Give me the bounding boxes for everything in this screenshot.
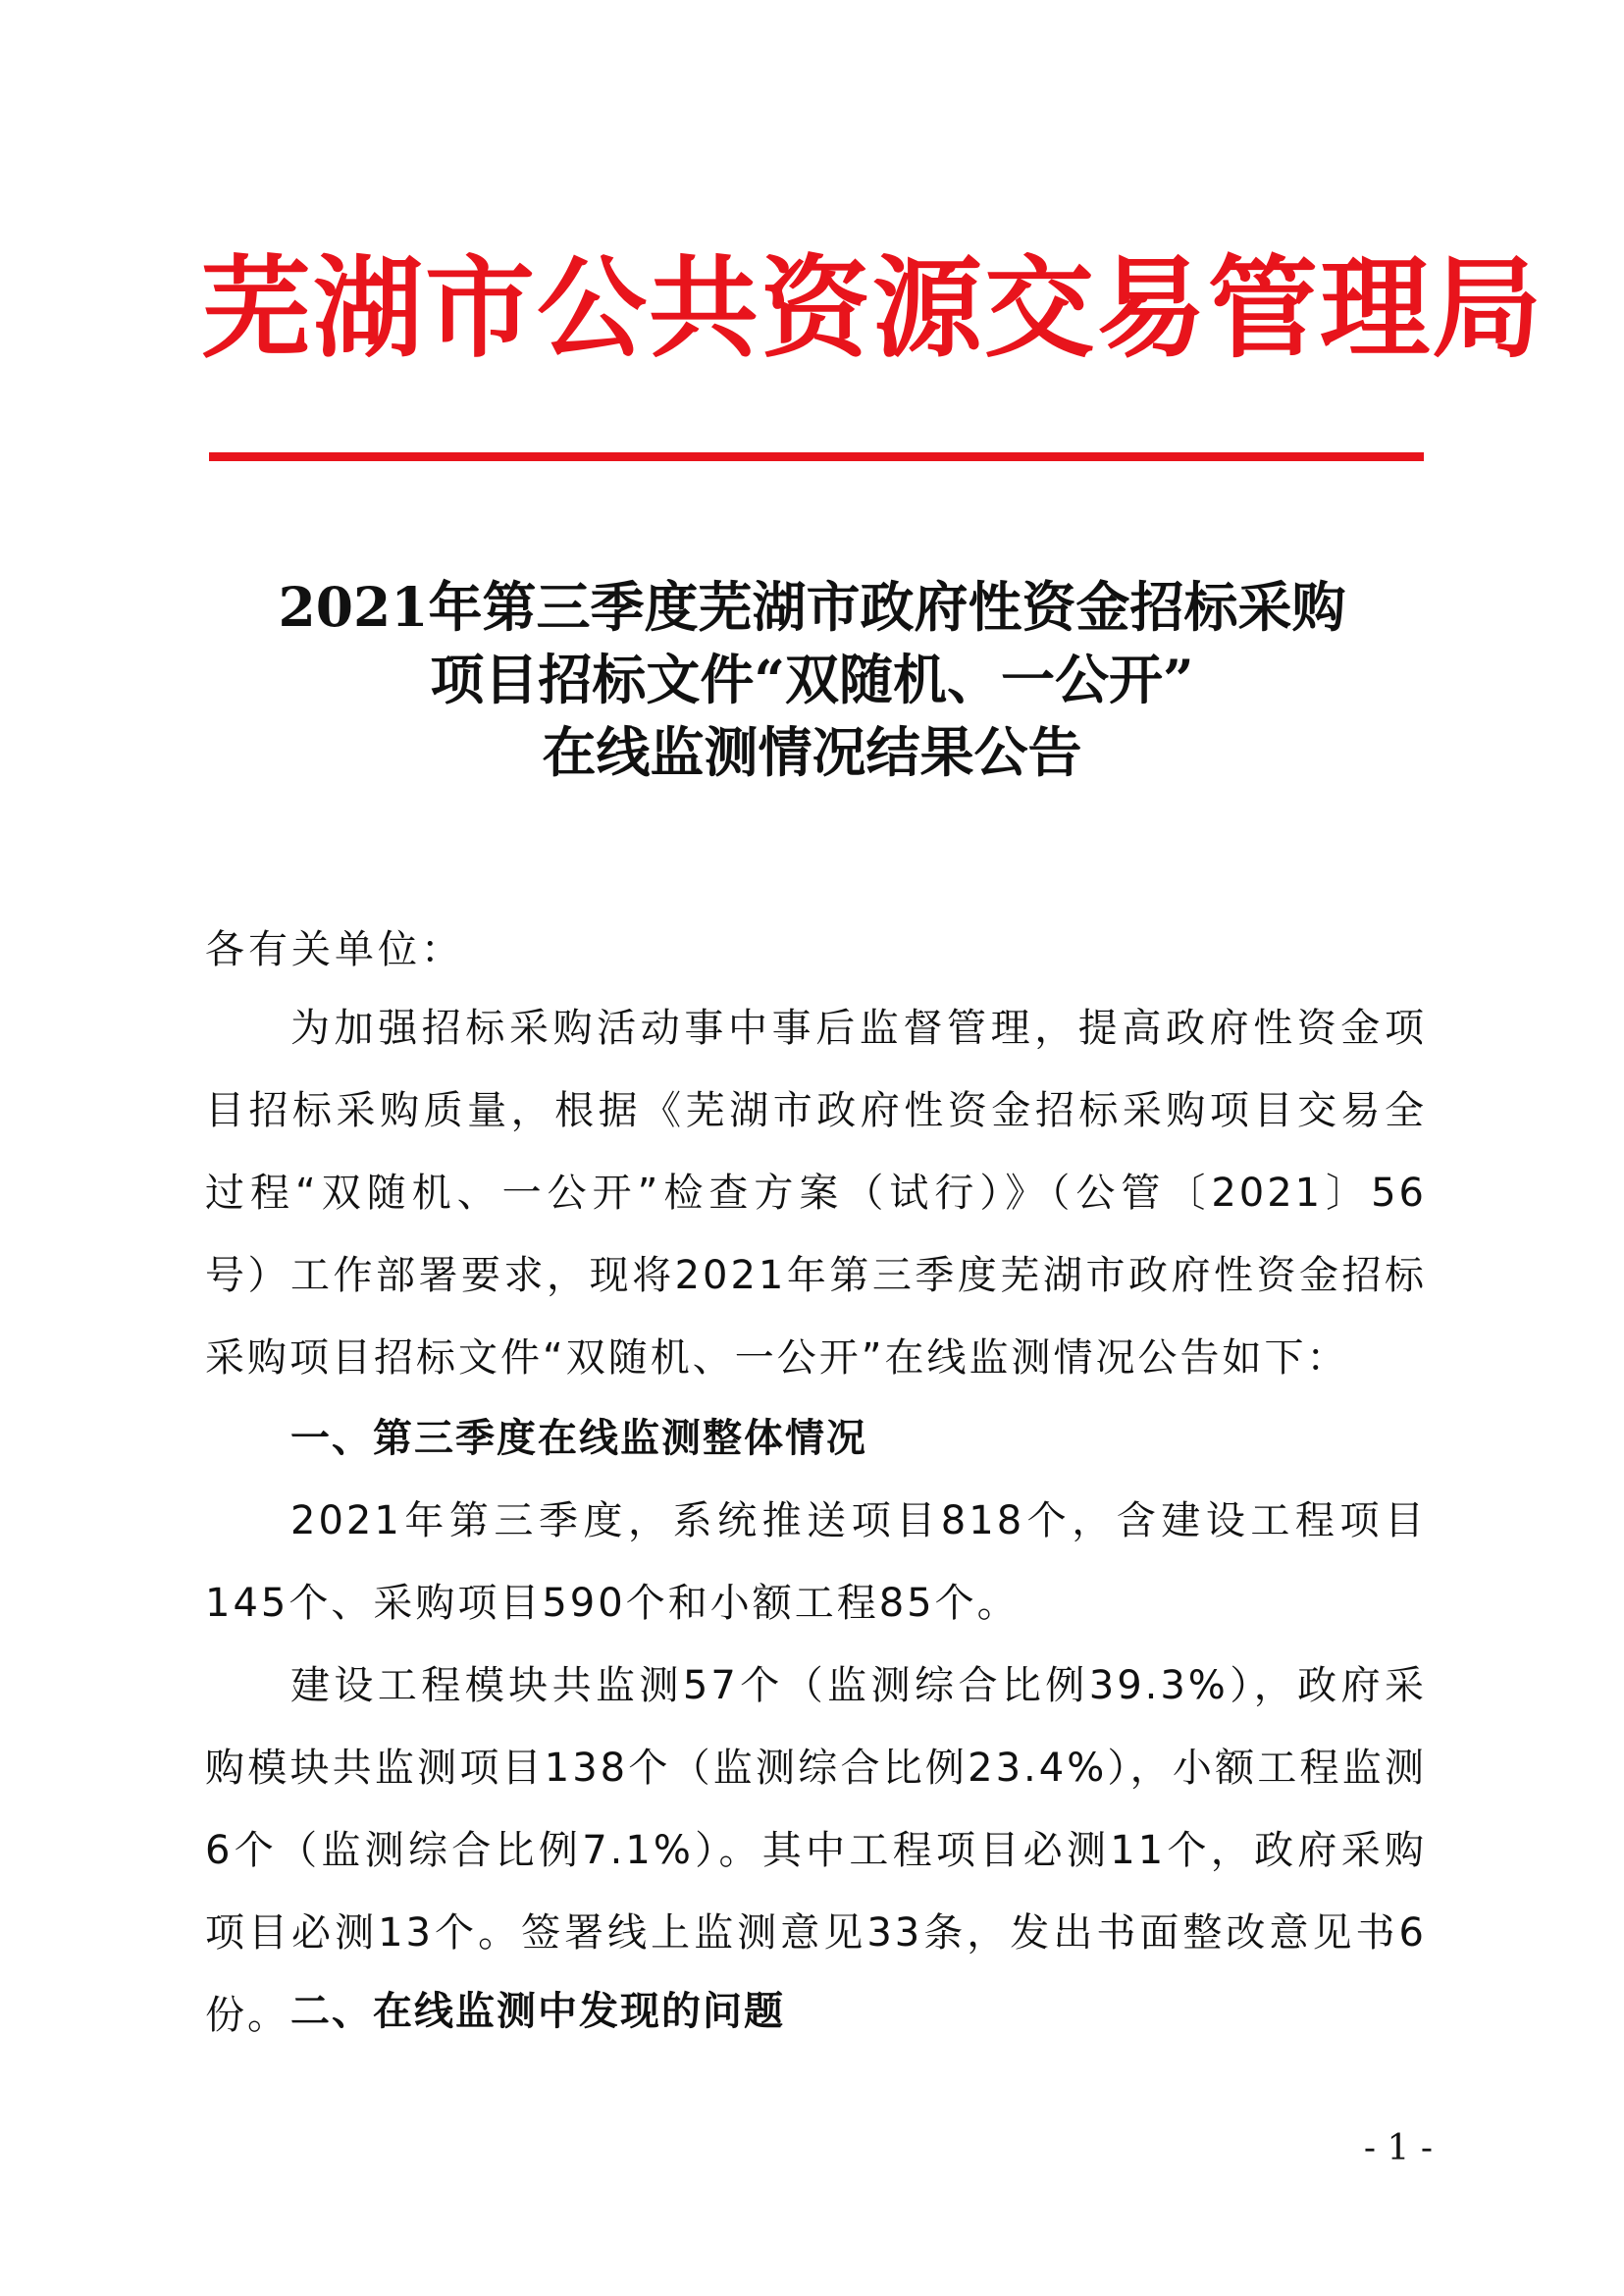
- masthead-red-divider: [209, 452, 1424, 461]
- title-line-2: 项目招标文件“双随机、一公开”: [430, 648, 1194, 711]
- title-line-1: 2021年第三季度芜湖市政府性资金招标采购: [278, 575, 1346, 639]
- title-line-3: 在线监测情况结果公告: [542, 720, 1082, 784]
- section-2-heading: 二、在线监测中发现的问题: [290, 1989, 785, 2034]
- section-1-paragraph-1: 2021年第三季度，系统推送项目818个，含建设工程项目145个、采购项目590个和小额工程85个。: [205, 1498, 1427, 1626]
- masthead-org-name: 芜湖市公共资源交易管理局: [201, 244, 1544, 373]
- document-title: [196, 571, 1428, 789]
- salutation: 各有关单位：: [205, 927, 464, 972]
- intro-paragraph: 为加强招标采购活动事中事后监督管理，提高政府性资金项目招标采购质量，根据《芜湖市政府性资金招标采购项目交易全过程“双随机、一公开”检查方案（试行）》（公管〔2021〕56 号）工作部署要求，现将2021年第三季度芜湖市政府性资金招标采购项目招标文件“双随机、一公开”在线监测情况公告如下：: [205, 1006, 1427, 1381]
- section-1-heading: 一、第三季度在线监测整体情况: [290, 1416, 867, 1461]
- section-1-paragraph-2: 建设工程模块共监测57个（监测综合比例39.3%），政府采购模块共监测项目138个（监测综合比例23.4%），小额工程监测6个（监测综合比例7.1%）。其中工程项目必测11个，政府采购项目必测13个。签署线上监测意见33条，发出书面整改意见书6份。: [205, 1663, 1427, 2038]
- page-number: - 1 -: [1363, 2128, 1433, 2168]
